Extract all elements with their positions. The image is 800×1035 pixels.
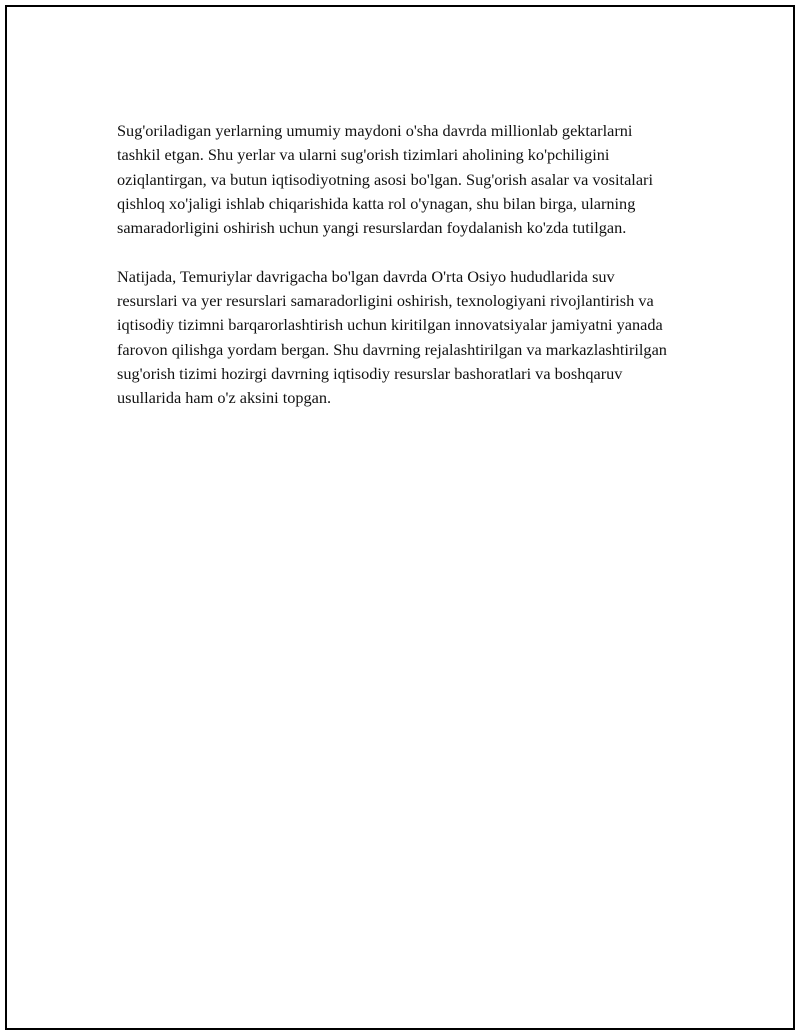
document-page xyxy=(5,5,795,1030)
paragraph-1: Sug'oriladigan yerlarning umumiy maydoni o'sha davrda millionlab gektarlarni tashkil etgan. Shu yerlar va ularni sug'orish tizimlari aholining ko'pchiligini oziqlantirgan, va butun iqtisodiyotning asosi bo'lgan. Sug'orish asalar va vositalari qishloq xo'jaligi ishlab chiqarishida katta rol o'ynagan, shu bilan birga, ularning samaradorligini oshirish uchun yangi resurslardan foydalanish ko'zda tutilgan. xyxy=(117,121,653,238)
document-body xyxy=(117,119,677,435)
paragraph-2: Natijada, Temuriylar davrigacha bo'lgan davrda O'rta Osiyo hududlarida suv resurslari va yer resurslari samaradorligini oshirish, texnologiyani rivojlantirish va iqtisodiy tizimni barqarorlashtirish uchun kiritilgan innovatsiyalar jamiyatni yanada farovon qilishga yordam bergan. Shu davrning rejalashtirilgan va markazlashtirilgan sug'orish tizimi hozirgi davrning iqtisodiy resurslar bashoratlari va boshqaruv usullarida ham o'z aksini topgan. xyxy=(117,266,667,408)
